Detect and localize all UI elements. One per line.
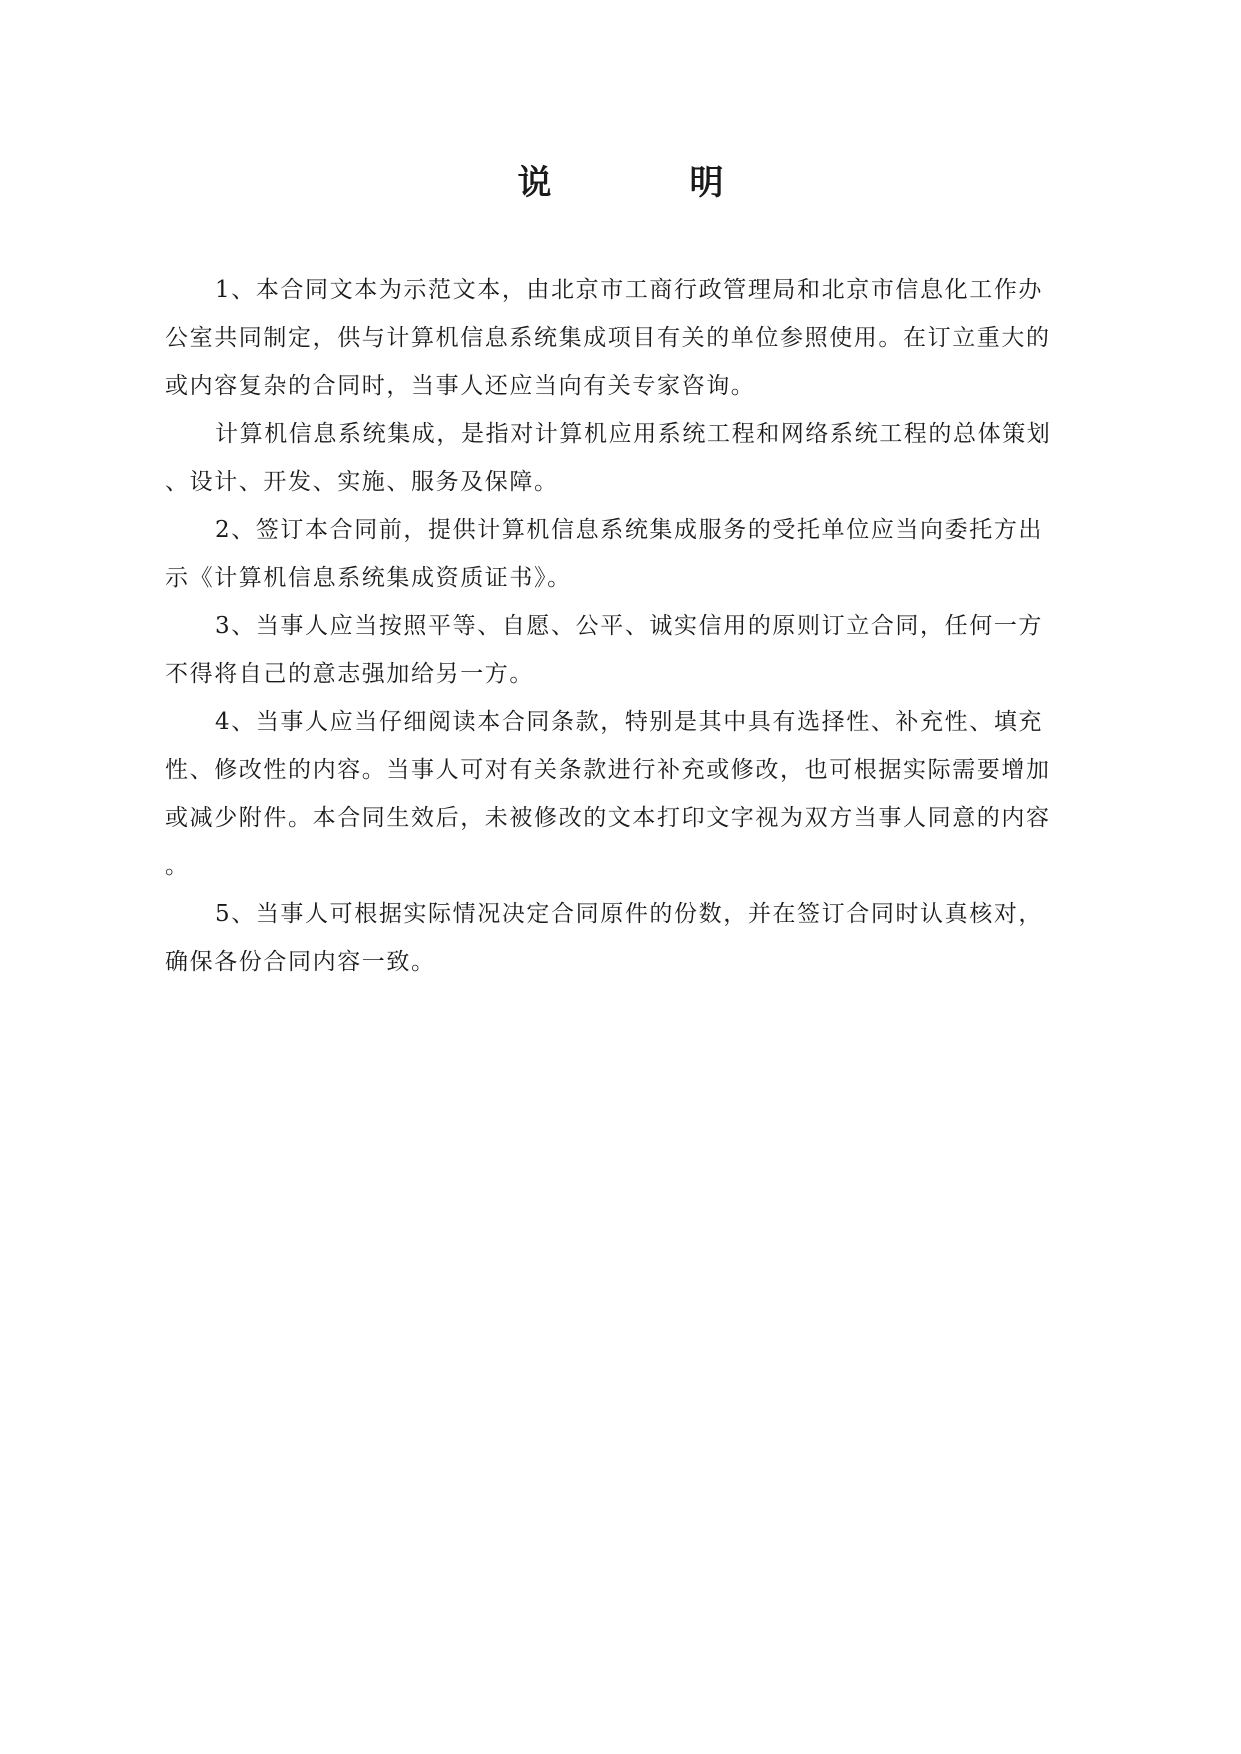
paragraph-4 [165, 602, 1065, 698]
paragraph-line: 、设计、开发、实施、服务及保障。 [165, 469, 559, 495]
document-body [165, 266, 1065, 986]
paragraph-3 [165, 506, 1065, 602]
paragraph-line: 4、当事人应当仔细阅读本合同条款，特别是其中具有选择性、补充性、填充 [215, 709, 1044, 735]
paragraph-6 [165, 890, 1065, 986]
paragraph-line: 或减少附件。本合同生效后，未被修改的文本打印文字视为双方当事人同意的内容 [165, 805, 1051, 831]
paragraph-line: 3、当事人应当按照平等、自愿、公平、诚实信用的原则订立合同，任何一方 [215, 613, 1044, 639]
paragraph-line: 确保各份合同内容一致。 [165, 949, 436, 975]
page-title: 说 明 [517, 163, 776, 203]
paragraph-2 [165, 410, 1065, 506]
paragraph-line: 2、签订本合同前，提供计算机信息系统集成服务的受托单位应当向委托方出 [215, 517, 1044, 543]
paragraph-1 [165, 266, 1065, 410]
paragraph-line: 公室共同制定，供与计算机信息系统集成项目有关的单位参照使用。在订立重大的 [165, 325, 1051, 351]
paragraph-line: 示《计算机信息系统集成资质证书》。 [165, 565, 572, 591]
paragraph-line: 或内容复杂的合同时，当事人还应当向有关专家咨询。 [165, 373, 756, 399]
paragraph-line: 计算机信息系统集成，是指对计算机应用系统工程和网络系统工程的总体策划 [215, 421, 1052, 447]
paragraph-5 [165, 698, 1065, 890]
paragraph-line: 5、当事人可根据实际情况决定合同原件的份数，并在签订合同时认真核对， [215, 901, 1044, 927]
paragraph-line: 。 [165, 853, 190, 879]
paragraph-line: 性、修改性的内容。当事人可对有关条款进行补充或修改，也可根据实际需要增加 [165, 757, 1051, 783]
paragraph-line: 1、本合同文本为示范文本，由北京市工商行政管理局和北京市信息化工作办 [215, 277, 1044, 303]
paragraph-line: 不得将自己的意志强加给另一方。 [165, 661, 534, 687]
